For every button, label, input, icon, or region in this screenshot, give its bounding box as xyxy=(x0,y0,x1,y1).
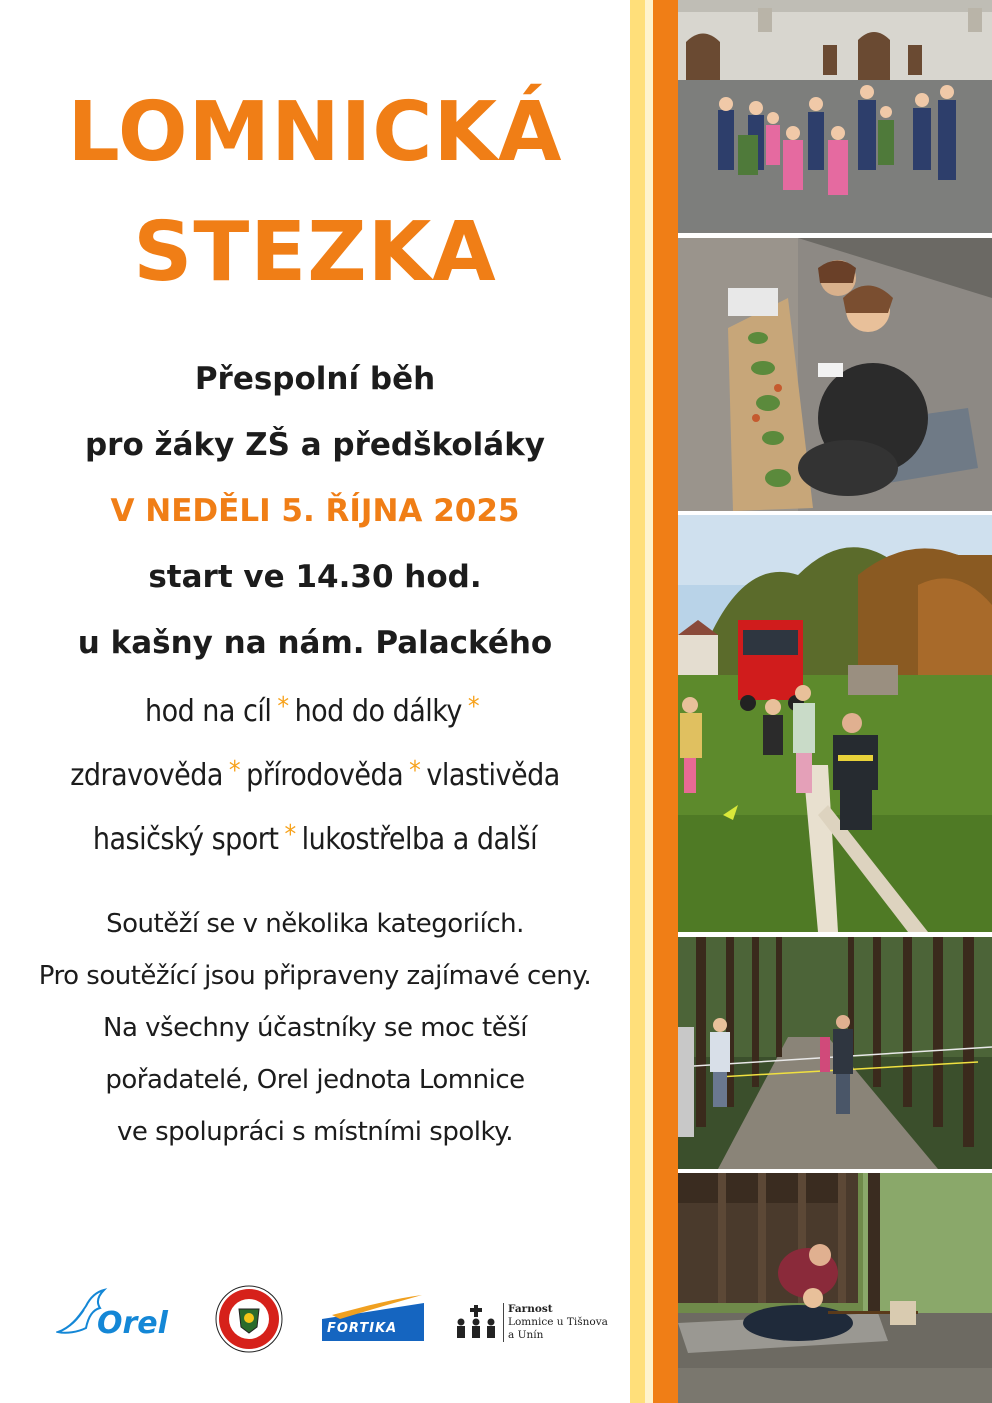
activities-row-1 xyxy=(0,680,630,744)
firefighters-seal-icon xyxy=(215,1285,283,1353)
event-type: Přespolní běh xyxy=(194,361,436,397)
parish-line-1: Farnost xyxy=(508,1303,553,1315)
cream-stripe xyxy=(645,0,653,1403)
parish-line-3: a Unín xyxy=(508,1329,544,1341)
event-place: u kašny na nám. Palackého xyxy=(77,625,553,661)
activity-long-throw: hod do dálky xyxy=(294,694,462,729)
photo-group-children xyxy=(678,0,992,233)
photo-forest-path xyxy=(678,937,992,1169)
activity-local-history: vlastivěda xyxy=(426,758,560,793)
orange-stripe xyxy=(653,0,678,1403)
parish-logo-text xyxy=(503,1303,608,1342)
info-line-3: Na všechny účastníky se moc těší xyxy=(103,1013,527,1043)
info-line-2: Pro soutěžící jsou připraveny zajímavé ceny. xyxy=(38,961,592,991)
parish-family-icon xyxy=(453,1305,499,1339)
activity-target-throw: hod na cíl xyxy=(144,694,272,729)
info-text xyxy=(0,898,630,1158)
orel-logo-text: Orel xyxy=(97,1306,168,1341)
activity-fire-sport: hasičský sport xyxy=(92,822,279,857)
event-audience: pro žáky ZŠ a předškoláky xyxy=(84,427,546,463)
info-line-4: pořadatelé, Orel jednota Lomnice xyxy=(105,1065,525,1095)
event-date: V NEDĚLI 5. ŘÍJNA 2025 xyxy=(110,493,520,529)
asterisk-separator: * xyxy=(277,692,289,722)
asterisk-separator: * xyxy=(409,756,421,786)
activities-row-3 xyxy=(0,808,630,872)
photo-archery xyxy=(678,1173,992,1403)
info-line-1: Soutěží se v několika kategoriích. xyxy=(106,909,524,939)
yellow-stripe xyxy=(630,0,645,1403)
activities-list xyxy=(0,680,630,872)
asterisk-separator: * xyxy=(228,756,241,786)
title-line-1: LOMNICKÁ xyxy=(67,85,563,180)
photo-fire-sport xyxy=(678,515,992,932)
asterisk-separator: * xyxy=(467,692,480,722)
activity-first-aid: zdravověda xyxy=(70,758,223,793)
activities-row-2 xyxy=(0,744,630,808)
activity-nature: přírodověda xyxy=(246,758,404,793)
event-details xyxy=(0,346,630,676)
photo-nature-station xyxy=(678,238,992,511)
event-start: start ve 14.30 hod. xyxy=(148,559,482,595)
parish-line-2: Lomnice u Tišnova xyxy=(508,1316,608,1328)
title-line-2: STEZKA xyxy=(133,205,497,300)
asterisk-separator: * xyxy=(284,820,296,850)
fortika-logo-text: FORTIKA xyxy=(327,1321,398,1336)
info-line-5: ve spolupráci s místními spolky. xyxy=(116,1117,514,1147)
activity-archery: lukostřelba a další xyxy=(301,822,538,857)
